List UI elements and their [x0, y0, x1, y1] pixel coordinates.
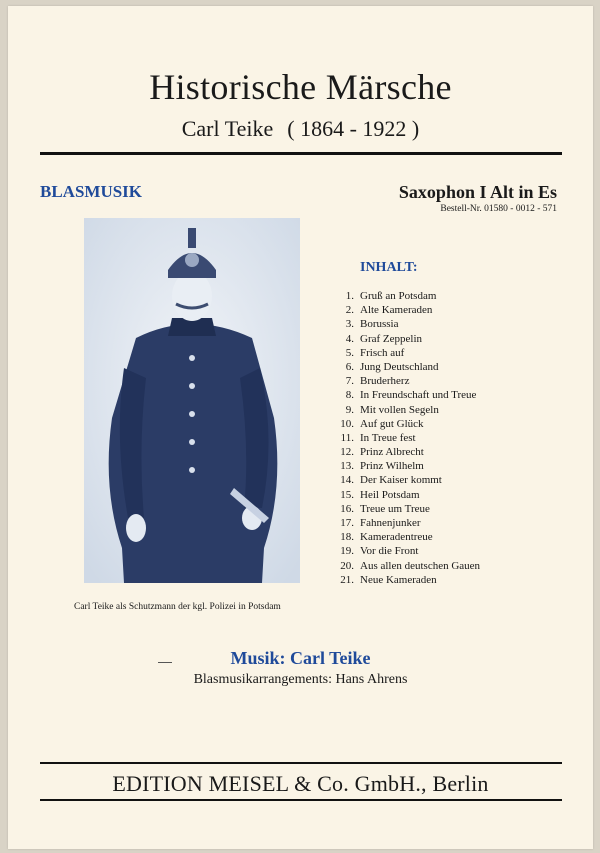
contents-heading: INHALT: — [360, 260, 418, 275]
list-item: 13. Prinz Wilhelm — [340, 460, 424, 473]
list-item: 18. Kameradentreue — [340, 531, 433, 544]
publisher-rule-top — [40, 762, 562, 764]
photo-caption: Carl Teike als Schutzmann der kgl. Polizei in Potsdam — [74, 602, 281, 612]
composer-line — [8, 116, 593, 142]
list-item: 17. Fahnenjunker — [340, 517, 421, 529]
list-item: 4. Graf Zeppelin — [345, 332, 422, 345]
order-number: Bestell-Nr. 01580 - 0012 - 571 — [440, 204, 557, 214]
list-item: 20. Aus allen deutschen Gauen — [340, 559, 481, 572]
arrangement-credit: Blasmusikarrangements: Hans Ahrens — [193, 672, 408, 687]
page-title: Historische Märsche — [149, 67, 452, 107]
composer-years: ( 1864 - 1922 ) — [287, 116, 420, 141]
list-item: 12. Prinz Albrecht — [340, 446, 424, 459]
score-cover — [8, 6, 593, 849]
part-name: Saxophon I Alt in Es — [398, 182, 557, 202]
list-item: 21. Neue Kameraden — [340, 573, 437, 586]
list-item: 1. Gruß an Potsdam — [345, 290, 437, 302]
list-item: 9. Mit vollen Segeln — [345, 403, 439, 416]
list-item: 6. Jung Deutschland — [345, 360, 439, 373]
genre-label: BLASMUSIK — [40, 182, 143, 201]
publisher-name: EDITION MEISEL & Co. GmbH., Berlin — [112, 771, 489, 796]
list-item: 16. Treue um Treue — [340, 502, 430, 515]
portrait-illustration — [84, 218, 300, 583]
list-item: 11. In Treue fest — [340, 431, 416, 444]
list-item: 2. Alte Kameraden — [345, 304, 433, 317]
composer-name: Carl Teike — [181, 116, 274, 141]
list-item: 19. Vor die Front — [340, 545, 419, 558]
portrait-photo — [84, 218, 300, 583]
header-divider — [40, 152, 562, 155]
music-credit: Musik: Carl Teike — [230, 648, 371, 668]
list-item: 3. Borussia — [345, 318, 399, 331]
list-item: 14. Der Kaiser kommt — [340, 474, 442, 487]
contents-list — [330, 289, 480, 587]
publisher-rule-bottom — [40, 799, 562, 801]
list-item: 5. Frisch auf — [345, 346, 405, 359]
list-item: 7. Bruderherz — [345, 375, 410, 388]
list-item: 8. In Freundschaft und Treue — [345, 389, 477, 402]
list-item: 15. Heil Potsdam — [340, 488, 420, 501]
list-item: 10. Auf gut Glück — [340, 417, 424, 430]
